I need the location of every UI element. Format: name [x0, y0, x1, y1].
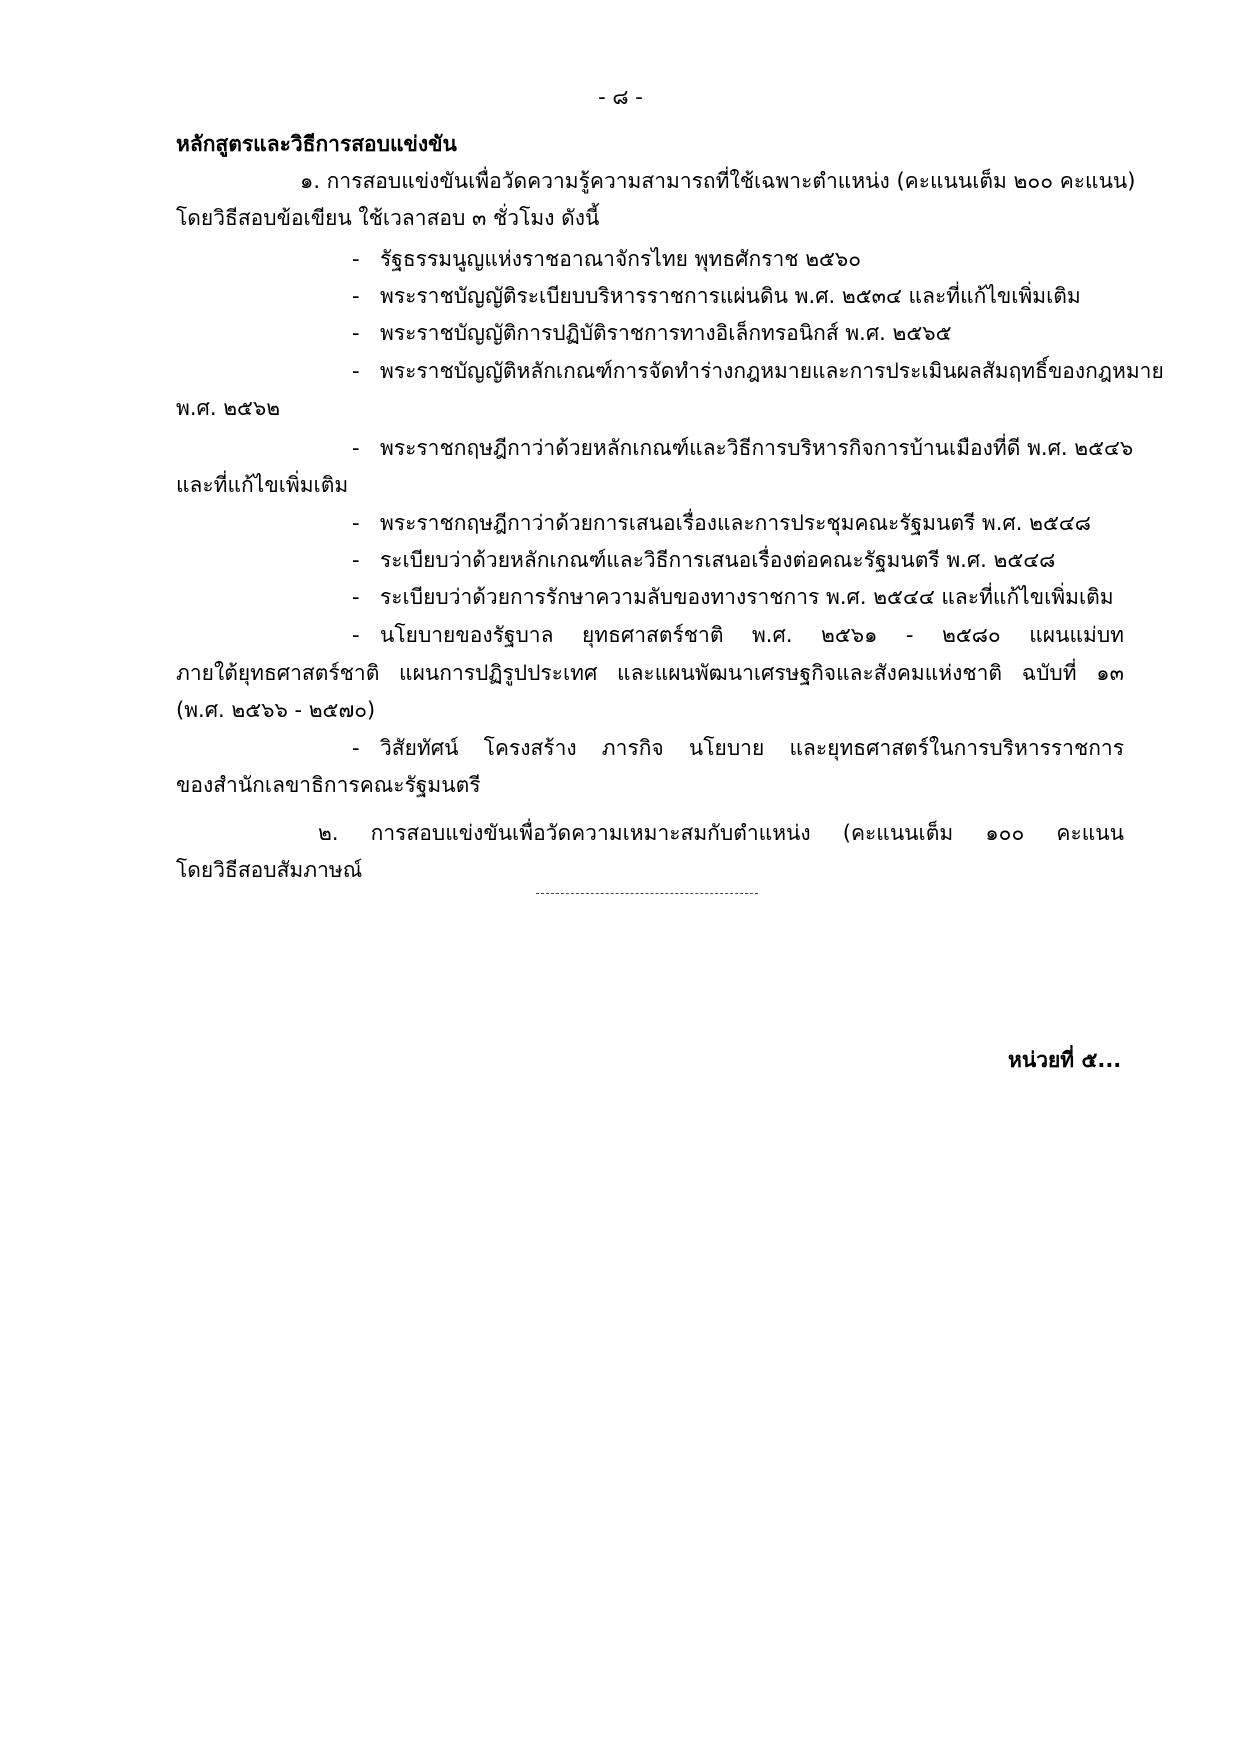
list-item-text: พระราชบัญญัติหลักเกณฑ์การจัดทำร่างกฎหมายและการประเมินผลสัมฤทธิ์ของกฎหมาย: [380, 359, 1164, 383]
list-item-continuation: และที่แก้ไขเพิ่มเติม: [176, 473, 349, 497]
list-item-text: พระราชบัญญัติการปฏิบัติราชการทางอิเล็กทรอนิกส์ พ.ศ. ๒๕๖๕: [380, 321, 952, 345]
list-item: [352, 318, 952, 348]
list-item-text: นโยบายของรัฐบาล ยุทธศาสตร์ชาติ พ.ศ. ๒๕๖๑ - ๒๕๘๐ แผนแม่บท: [380, 623, 1124, 647]
bullet-dash: -: [352, 247, 360, 271]
section2-line2: โดยวิธีสอบสัมภาษณ์: [176, 858, 363, 882]
bullet-dash: -: [352, 511, 360, 535]
continuation-note: หน่วยที่ ๕...: [1008, 1048, 1122, 1072]
list-item: [352, 733, 1124, 763]
list-item: [352, 508, 1091, 538]
separator-line: [536, 893, 758, 894]
bullet-dash: -: [352, 623, 360, 647]
list-item: [352, 545, 1055, 575]
list-item-continuation: ของสำนักเลขาธิการคณะรัฐมนตรี: [176, 773, 481, 797]
bullet-dash: -: [352, 585, 360, 609]
bullet-dash: -: [352, 436, 360, 460]
list-item: [352, 582, 1114, 612]
list-item-continuation: (พ.ศ. ๒๕๖๖ - ๒๕๗๐): [176, 698, 376, 722]
bullet-dash: -: [352, 359, 360, 383]
section1-line1: ๑. การสอบแข่งขันเพื่อวัดความรู้ความสามารถที่ใช้เฉพาะตำแหน่ง (คะแนนเต็ม ๒๐๐ คะแนน): [300, 169, 1136, 193]
list-item: [352, 244, 861, 274]
bullet-dash: -: [352, 284, 360, 308]
section1-line2: โดยวิธีสอบข้อเขียน ใช้เวลาสอบ ๓ ชั่วโมง ดังนี้: [176, 206, 600, 230]
list-item: [352, 433, 1133, 463]
list-item-text: พระราชบัญญัติระเบียบบริหารราชการแผ่นดิน พ.ศ. ๒๕๓๔ และที่แก้ไขเพิ่มเติม: [380, 284, 1081, 308]
list-item: [352, 281, 1081, 311]
list-item-continuation: ภายใต้ยุทธศาสตร์ชาติ แผนการปฏิรูปประเทศ และแผนพัฒนาเศรษฐกิจและสังคมแห่งชาติ ฉบับที่ ๑๓: [176, 661, 1124, 685]
page-number: - ๘ -: [598, 85, 643, 109]
list-item: [352, 620, 1124, 650]
bullet-dash: -: [352, 736, 360, 760]
section2-line1: ๒. การสอบแข่งขันเพื่อวัดความเหมาะสมกับตำแหน่ง (คะแนนเต็ม ๑๐๐ คะแนน: [318, 821, 1124, 845]
list-item-text: พระราชกฤษฎีกาว่าด้วยการเสนอเรื่องและการประชุมคณะรัฐมนตรี พ.ศ. ๒๕๔๘: [380, 511, 1091, 535]
list-item-text: ระเบียบว่าด้วยหลักเกณฑ์และวิธีการเสนอเรื่องต่อคณะรัฐมนตรี พ.ศ. ๒๕๔๘: [380, 548, 1056, 572]
list-item-text: รัฐธรรมนูญแห่งราชอาณาจักรไทย พุทธศักราช ๒๕๖๐: [380, 247, 862, 271]
list-item-text: ระเบียบว่าด้วยการรักษาความลับของทางราชการ พ.ศ. ๒๕๔๔ และที่แก้ไขเพิ่มเติม: [380, 585, 1114, 609]
section-heading: หลักสูตรและวิธีการสอบแข่งขัน: [176, 132, 457, 156]
list-item-continuation: พ.ศ. ๒๕๖๒: [176, 396, 281, 420]
bullet-dash: -: [352, 548, 360, 572]
list-item-text: พระราชกฤษฎีกาว่าด้วยหลักเกณฑ์และวิธีการบริหารกิจการบ้านเมืองที่ดี พ.ศ. ๒๕๔๖: [380, 436, 1134, 460]
list-item-text: วิสัยทัศน์ โครงสร้าง ภารกิจ นโยบาย และยุทธศาสตร์ในการบริหารราชการ: [380, 736, 1124, 760]
bullet-dash: -: [352, 321, 360, 345]
list-item: [352, 356, 1164, 386]
